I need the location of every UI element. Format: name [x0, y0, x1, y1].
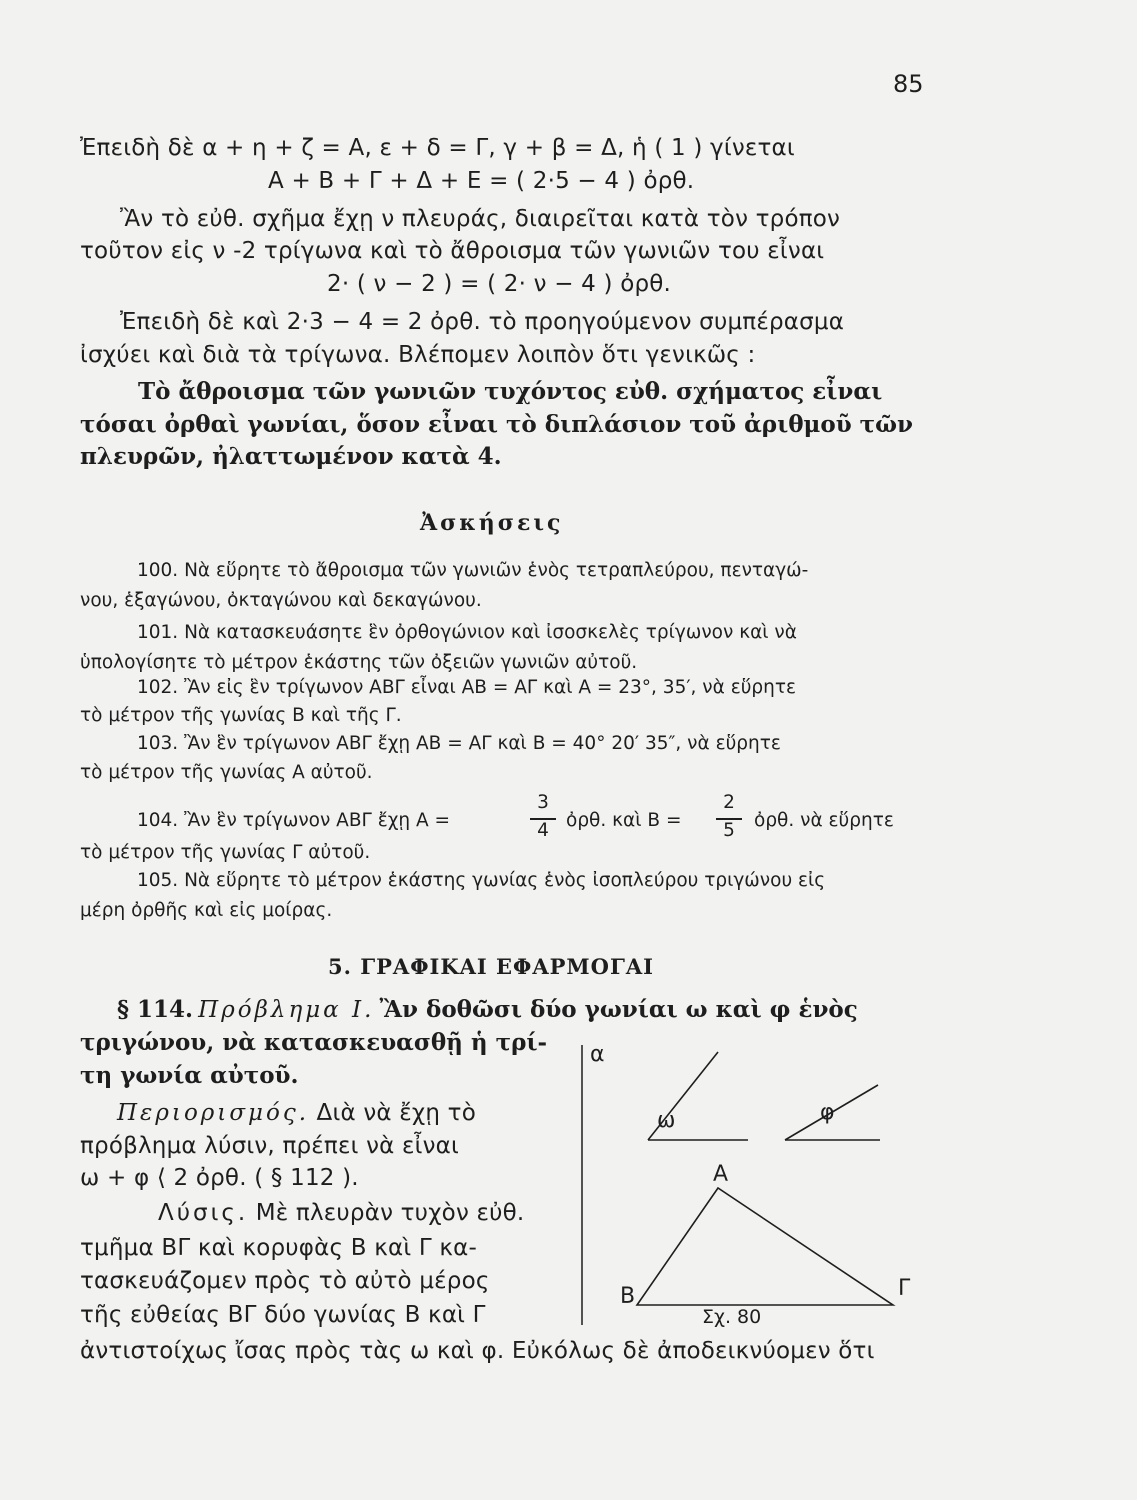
equation-line: Α + Β + Γ + Δ + Ε = ( 2·5 − 4 ) ὀρθ. [268, 168, 695, 194]
exercise-line: ὑπολογίσητε τὸ μέτρον ἑκάστης τῶν ὀξειῶν γωνιῶν αὐτοῦ. [80, 652, 638, 673]
label-vertex-g: Γ [898, 1276, 911, 1301]
figure-caption: Σχ. 80 [702, 1306, 762, 1328]
exercise-line: 100. Νὰ εὕρητε τὸ ἄθροισμα τῶν γωνιῶν ἑνὸς τετραπλεύρου, πενταγώ- [137, 560, 809, 581]
theorem-line: Τὸ ἄθροισμα τῶν γωνιῶν τυχόντος εὐθ. σχήματος εἶναι [138, 378, 883, 405]
solution-line: ἀντιστοίχως ἴσας πρὸς τὰς ω καὶ φ. Εὐκόλως δὲ ἀποδεικνύομεν ὅτι [80, 1338, 875, 1364]
problem-title: Πρόβλημα Ι. [198, 997, 375, 1023]
text-line: Ἂν τὸ εὐθ. σχῆμα ἔχῃ ν πλευράς, διαιρεῖται κατὰ τὸν τρόπον [120, 206, 841, 232]
section-number: § 114. [117, 996, 194, 1023]
theorem-line: τόσαι ὀρθαὶ γωνίαι, ὅσον εἶναι τὸ διπλάσιον τοῦ ἀριθμοῦ τῶν [80, 411, 914, 438]
exercise-line: τὸ μέτρον τῆς γωνίας Β καὶ τῆς Γ. [80, 705, 402, 726]
text-line: Ἐπειδὴ δὲ καὶ 2·3 − 4 = 2 ὀρθ. τὸ προηγούμενον συμπέρασμα [120, 309, 845, 335]
text-line: τοῦτον εἰς ν -2 τρίγωνα καὶ τὸ ἄθροισμα τῶν γωνιῶν του εἶναι [80, 238, 825, 264]
solution-label: Λύσις. [158, 1200, 249, 1226]
problem-text: τριγώνου, νὰ κατασκευασθῇ ἡ τρί- [80, 1029, 548, 1056]
fraction-numerator: 3 [537, 792, 549, 813]
fraction-denominator: 4 [537, 820, 549, 841]
problem-text: τη γωνία αὐτοῦ. [80, 1062, 299, 1089]
exercise-line: 105. Νὰ εὕρητε τὸ μέτρον ἑκάστης γωνίας ἑνὸς ἰσοπλεύρου τριγώνου εἰς [137, 870, 826, 891]
exercise-line: 102. Ἂν εἰς ἓν τρίγωνον ΑΒΓ εἶναι ΑΒ = ΑΓ καὶ Α = 23°, 35′, νὰ εὕρητε [137, 677, 797, 698]
restriction-line: ω + φ ⟨ 2 ὀρθ. ( § 112 ). [80, 1165, 359, 1191]
solution-text: Μὲ πλευρὰν τυχὸν εὐθ. [255, 1200, 525, 1226]
label-phi: φ [820, 1100, 835, 1125]
label-vertex-a: Α [713, 1162, 729, 1187]
restriction-line: πρόβλημα λύσιν, πρέπει νὰ εἶναι [80, 1133, 460, 1159]
exercise-line: μέρη ὀρθῆς καὶ εἰς μοίρας. [80, 900, 333, 921]
solution-line: τῆς εὐθείας ΒΓ δύο γωνίας Β καὶ Γ [80, 1302, 486, 1328]
label-vertex-b: Β [620, 1284, 636, 1309]
label-alpha: α [590, 1042, 605, 1067]
triangle-abg [637, 1188, 893, 1305]
exercise-line: τὸ μέτρον τῆς γωνίας Α αὐτοῦ. [80, 762, 373, 783]
solution-line: τμῆμα ΒΓ καὶ κορυφὰς Β καὶ Γ κα- [80, 1235, 477, 1261]
exercises-heading: Ἀσκήσεις [420, 510, 564, 536]
exercise-line: 104. Ἂν ἓν τρίγωνον ΑΒΓ ἔχῃ Α = [137, 810, 451, 831]
fraction-denominator: 5 [723, 820, 735, 841]
exercise-line: ὀρθ. νὰ εὕρητε [754, 810, 894, 831]
equation-line: 2· ( ν − 2 ) = ( 2· ν − 4 ) ὀρθ. [327, 271, 672, 297]
theorem-line: πλευρῶν, ἠλαττωμένον κατὰ 4. [80, 443, 502, 470]
restriction-label: Περιορισμός. [117, 1100, 310, 1126]
text-line: ἰσχύει καὶ διὰ τὰ τρίγωνα. Βλέπομεν λοιπὸν ὅτι γενικῶς : [80, 342, 756, 368]
exercise-line: νου, ἑξαγώνου, ὀκταγώνου καὶ δεκαγώνου. [80, 590, 482, 611]
exercise-line: ὀρθ. καὶ Β = [566, 810, 682, 831]
exercise-line: 101. Νὰ κατασκευάσητε ἓν ὀρθογώνιον καὶ ἰσοσκελὲς τρίγωνον καὶ νὰ [137, 622, 797, 643]
text-line: Ἐπειδὴ δὲ α + η + ζ = Α, ε + δ = Γ, γ + β = Δ, ἡ ( 1 ) γίνεται [80, 135, 795, 161]
solution-line: τασκευάζομεν πρὸς τὸ αὐτὸ μέρος [80, 1268, 490, 1294]
fraction-numerator: 2 [723, 792, 735, 813]
problem-text: Ἂν δοθῶσι δύο γωνίαι ω καὶ φ ἑνὸς [379, 996, 858, 1023]
label-omega: ω [657, 1108, 676, 1133]
exercise-line: 103. Ἂν ἓν τρίγωνον ΑΒΓ ἔχῃ ΑΒ = ΑΓ καὶ Β = 40° 20′ 35″, νὰ εὕρητε [137, 733, 781, 754]
section-heading: 5. ΓΡΑΦΙΚΑΙ ΕΦΑΡΜΟΓΑΙ [328, 954, 654, 979]
exercise-line: τὸ μέτρον τῆς γωνίας Γ αὐτοῦ. [80, 842, 371, 863]
page-number: 85 [893, 70, 924, 98]
restriction-text: Διὰ νὰ ἔχῃ τὸ [316, 1100, 476, 1126]
